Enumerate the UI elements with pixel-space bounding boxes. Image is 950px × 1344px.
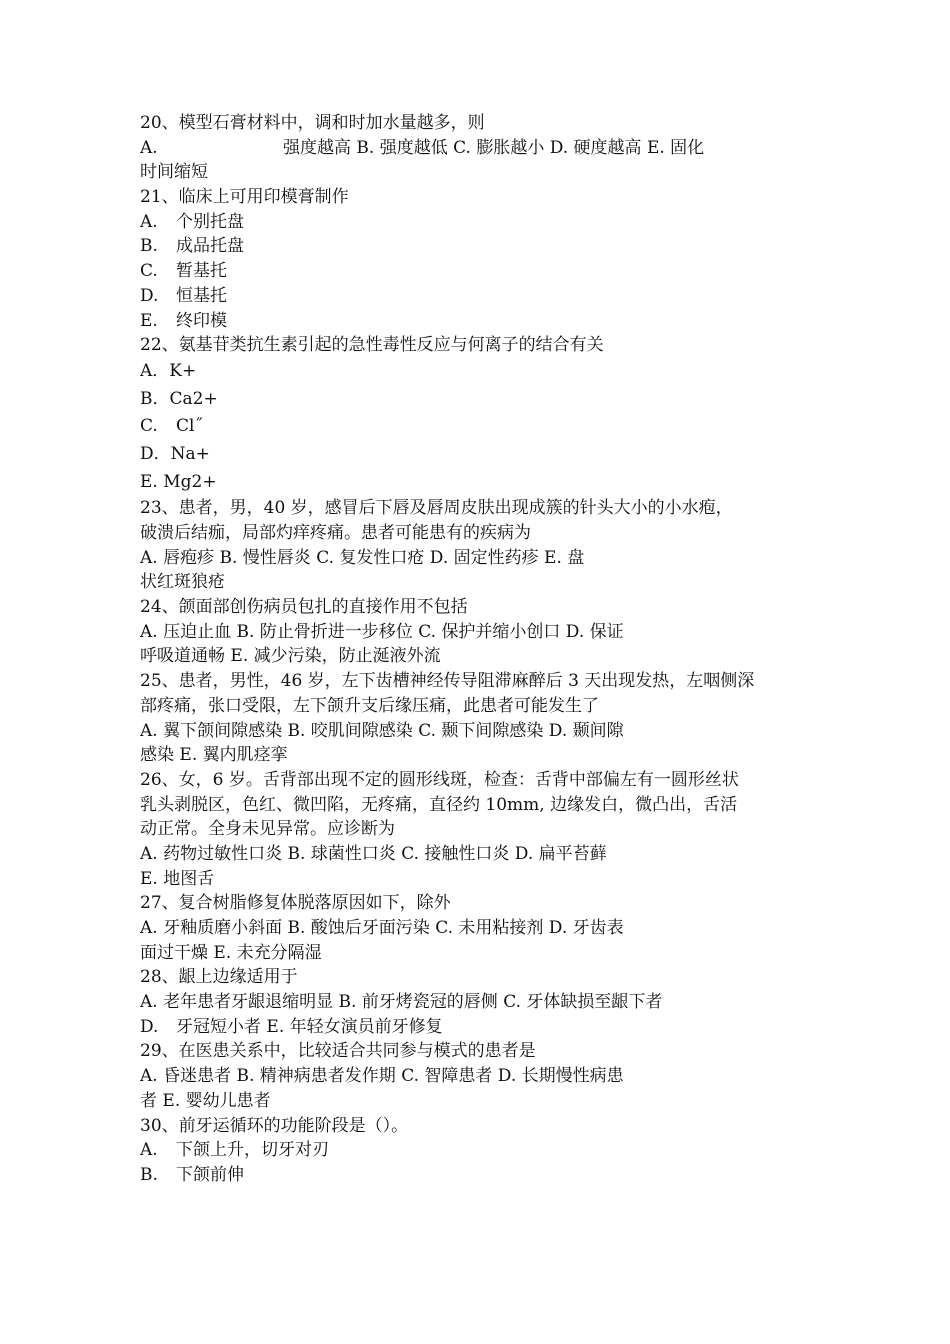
question-29-options: A. 昏迷患者 B. 精神病患者发作期 C. 智障患者 D. 长期慢性病患 [140, 1066, 624, 1087]
option-a: A．K+ [140, 360, 197, 381]
option-c [140, 259, 812, 284]
option-text: 牙冠短小者 E. 年轻女演员前牙修复 [176, 1016, 443, 1037]
option-d: D．Na+ [140, 443, 210, 464]
option-b [140, 1163, 812, 1188]
option-letter: D. [140, 1016, 159, 1037]
question-28-options: A. 老年患者牙龈退缩明显 B. 前牙烤瓷冠的唇侧 C. 牙体缺损至龈下者 [140, 992, 663, 1013]
option-a [140, 210, 812, 235]
question-25-cont: 部疼痛，张口受限，左下颌升支后缘压痛，此患者可能发生了 [140, 695, 599, 716]
question-21: 21、临床上可用印模膏制作 [140, 187, 349, 208]
option-text: 恒基托 [176, 285, 227, 306]
question-24-options-cont: 呼吸道通畅 E. 减少污染，防止涎液外流 [140, 646, 441, 667]
question-20-options-cont: 时间缩短 [140, 162, 208, 183]
question-20-options [140, 136, 812, 161]
option-letter: A. [140, 211, 158, 232]
option-letter: B. [140, 1164, 158, 1185]
question-28-options-cont [140, 1015, 812, 1040]
question-28: 28、龈上边缘适用于 [140, 967, 298, 988]
question-26-cont-2: 动正常。全身未见异常。应诊断为 [140, 819, 395, 840]
question-27: 27、复合树脂修复体脱落原因如下，除外 [140, 893, 451, 914]
question-23: 23、患者，男，40 岁，感冒后下唇及唇周皮肤出现成簇的针头大小的小水疱， [140, 498, 733, 519]
question-23-cont: 破溃后结痂，局部灼痒疼痛。患者可能患有的疾病为 [140, 523, 531, 543]
option-text: 成品托盘 [176, 236, 244, 257]
option-letter: E. [140, 310, 158, 331]
option-e: E. Mg2+ [140, 471, 217, 492]
question-29-options-cont: 者 E. 婴幼儿患者 [140, 1090, 271, 1111]
question-24-options: A. 压迫止血 B. 防止骨折进一步移位 C. 保护并缩小创口 D. 保证 [140, 621, 624, 642]
option-letter: A. [140, 1140, 158, 1161]
document-body [140, 111, 812, 1188]
option-text: 强度越高 B. 强度越低 C. 膨胀越小 D. 硬度越高 E. 固化 [283, 137, 705, 158]
question-27-options-cont: 面过干燥 E. 未充分隔湿 [140, 942, 322, 963]
option-letter: A. [140, 137, 158, 158]
question-23-options-cont: 状红斑狼疮 [140, 572, 225, 593]
option-text: 个别托盘 [176, 211, 244, 232]
option-c [140, 413, 812, 441]
question-26: 26、女，6 岁。舌背部出现不定的圆形线斑，检查：舌背中部偏左有一圆形丝状 [140, 769, 739, 790]
option-e [140, 309, 812, 334]
option-text: Cl˝ [176, 416, 203, 437]
question-24: 24、颌面部创伤病员包扎的直接作用不包括 [140, 597, 468, 618]
option-letter: D. [140, 285, 159, 306]
question-20: 20、模型石膏材料中，调和时加水量越多，则 [140, 113, 485, 133]
option-b [140, 234, 812, 259]
question-26-options: A. 药物过敏性口炎 B. 球菌性口炎 C. 接触性口炎 D. 扁平苔藓 [140, 843, 607, 864]
option-text: 终印模 [176, 310, 227, 331]
question-30: 30、前牙运循环的功能阶段是（）。 [140, 1115, 409, 1136]
option-text: 暂基托 [176, 261, 227, 282]
option-a [140, 1138, 812, 1163]
question-26-options-cont: E. 地图舌 [140, 868, 215, 889]
option-d [140, 284, 812, 309]
option-text: 下颌前伸 [176, 1164, 244, 1185]
question-25-options-cont: 感染 E. 翼内肌痉挛 [140, 745, 288, 766]
question-27-options: A. 牙釉质磨小斜面 B. 酸蚀后牙面污染 C. 未用粘接剂 D. 牙齿表 [140, 918, 624, 938]
question-22: 22、氨基苷类抗生素引起的急性毒性反应与何离子的结合有关 [140, 335, 604, 356]
question-29: 29、在医患关系中，比较适合共同参与模式的患者是 [140, 1041, 536, 1062]
question-25-options: A. 翼下颌间隙感染 B. 咬肌间隙感染 C. 颞下间隙感染 D. 颞间隙 [140, 720, 624, 741]
option-letter: C. [140, 261, 158, 282]
option-b: B．Ca2+ [140, 388, 218, 409]
question-23-options: A. 唇疱疹 B. 慢性唇炎 C. 复发性口疮 D. 固定性药疹 E. 盘 [140, 547, 585, 568]
question-26-cont: 乳头剥脱区，色红、微凹陷，无疼痛，直径约 10mm, 边缘发白，微凸出，舌活 [140, 794, 738, 815]
option-letter: B. [140, 236, 158, 257]
option-text: 下颌上升，切牙对刃 [176, 1140, 329, 1161]
option-letter: C. [140, 416, 158, 437]
question-25: 25、患者，男性，46 岁，左下齿槽神经传导阻滞麻醉后 3 天出现发热，左咽侧深 [140, 671, 755, 692]
